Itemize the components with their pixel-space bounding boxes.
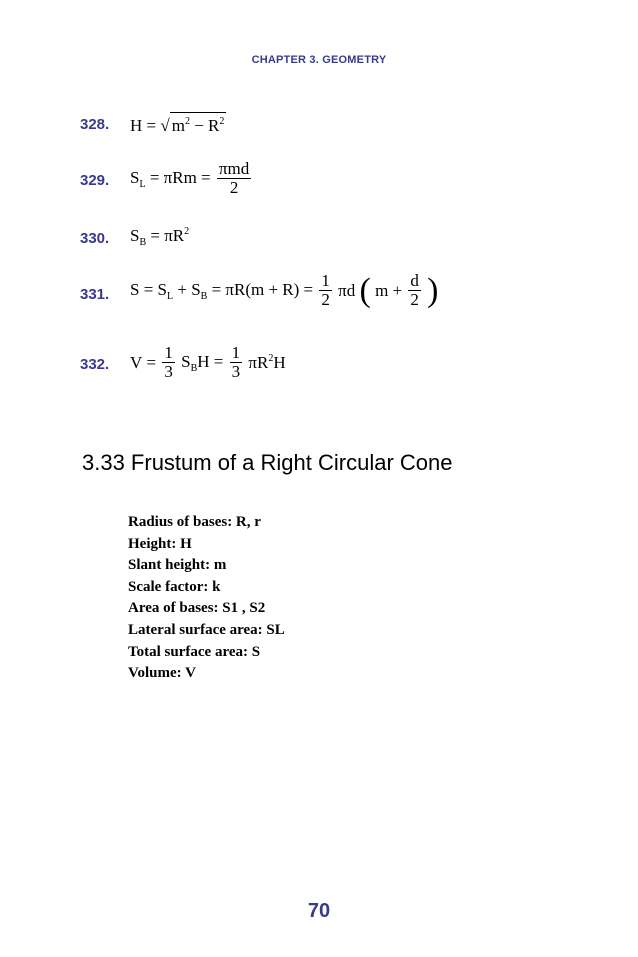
formula-expression: V = $\frac{1}{3}$ SBH = $\frac{1}{3}$ πR2H — [130, 343, 286, 381]
formula-number: 329. — [80, 172, 110, 189]
chapter-header: CHAPTER 3. GEOMETRY — [251, 54, 387, 66]
definition-item: Total surface area: S — [128, 643, 261, 660]
formula-expression: S = SL + SB = πR(m + R) = $\frac{1}{2}$ πd ( m + $\frac{d}{2}$ ) — [130, 271, 439, 309]
formula-number: 332. — [80, 356, 110, 373]
definitions-list — [128, 512, 285, 685]
definition-item: Slant height: m — [128, 557, 227, 574]
definition-item: Scale factor: k — [128, 578, 221, 595]
section-title: 3.33 Frustum of a Right Circular Cone — [82, 450, 453, 475]
formula-number: 328. — [80, 116, 110, 133]
definition-item: Lateral surface area: SL — [128, 621, 285, 638]
definition-item: Area of bases: S1 , S2 — [128, 600, 266, 617]
definition-item: Height: H — [128, 535, 192, 552]
formula-number: 330. — [80, 230, 110, 247]
formula-expression: H = √ m2 − R2 — [130, 112, 226, 136]
formula-expression: SL = πRm = $\frac{\text{πmd}}{2}$ — [130, 159, 250, 197]
page-number: 70 — [307, 900, 331, 922]
formula-expression: SB = πR2 — [130, 226, 190, 248]
definition-item: Radius of bases: R, r — [128, 514, 261, 530]
formula-number: 331. — [80, 286, 110, 303]
definition-item: Volume: V — [128, 665, 196, 682]
